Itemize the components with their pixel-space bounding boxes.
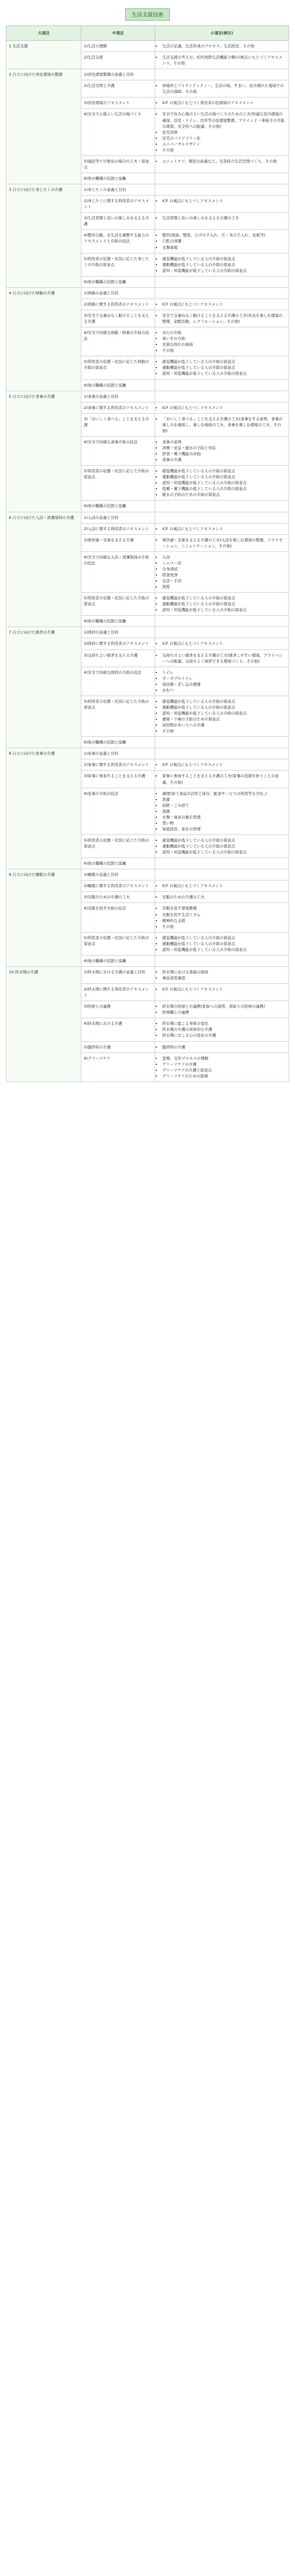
minor-items-cell xyxy=(155,534,289,551)
minor-item: • 終末期の医療との連携(家族への説明、看取りの医療の連携) xyxy=(162,1003,286,1009)
minor-item-list xyxy=(158,1021,286,1038)
minor-item: • 感覚機能が低下している人の介助の留意点 xyxy=(162,595,286,601)
minor-item: • 誤嚥・窒息・脱水の予防と対応 xyxy=(162,445,286,451)
table-row xyxy=(6,869,289,881)
minor-item: • ICF の視点にもとづく利用者の住環境のアセスメント xyxy=(162,100,286,106)
minor-item-list xyxy=(158,762,286,768)
minor-items-cell xyxy=(155,858,289,869)
minor-items-cell xyxy=(155,213,289,230)
minor-items-cell xyxy=(155,771,289,788)
minor-item: • おむつ xyxy=(162,687,286,693)
minor-item-list xyxy=(158,100,286,106)
minor-items-cell xyxy=(155,391,289,402)
mid-item-cell: 3)爽快感・安楽を支える介護 xyxy=(81,534,155,551)
minor-items-cell xyxy=(155,1041,289,1053)
mid-item-cell: 1)排泄の意義と目的 xyxy=(81,627,155,638)
minor-item-list xyxy=(158,773,286,785)
minor-item: • 終末期の介護の具体的な介護 xyxy=(162,1026,286,1032)
header-mid: 中項目 xyxy=(81,26,155,41)
mid-item-cell: 6)他の職種の役割と協働 xyxy=(81,501,155,512)
minor-item-list xyxy=(158,256,286,274)
mid-item-cell: 6)他の職種の役割と協働 xyxy=(81,737,155,748)
minor-item-list xyxy=(158,198,286,204)
mid-item-cell: 4)終末期における介護 xyxy=(81,1018,155,1041)
major-item-cell: 2 自立に向けた居住環境の整備 xyxy=(6,69,81,184)
table-row xyxy=(6,748,289,759)
header-row xyxy=(6,26,289,41)
mid-item-cell: 1)居住環境整備の意義と目的 xyxy=(81,69,155,80)
minor-item: • 事前意思確認 xyxy=(162,975,286,981)
minor-item: • 足浴・手浴 xyxy=(162,578,286,584)
minor-item-list xyxy=(158,526,286,532)
mid-item-cell: 4)安全で的確な排泄の介助の技法 xyxy=(81,667,155,696)
minor-item: • 感覚機能が低下している人の介助の留意点 xyxy=(162,468,286,474)
minor-item-list xyxy=(158,554,286,590)
minor-item-list xyxy=(158,232,286,250)
mid-item-cell: 5)利用者の状態・状況に応じた身じたくの介助の留意点 xyxy=(81,253,155,276)
minor-item: • 掃除・ごみ捨て xyxy=(162,803,286,808)
minor-item: • その他 xyxy=(162,728,286,734)
minor-items-cell xyxy=(155,759,289,771)
minor-item: • その他 xyxy=(162,924,286,930)
minor-item-list xyxy=(158,791,286,832)
minor-item: • 整容(洗面、整髪、ひげの手入れ、爪・耳の手入れ、化粧等) xyxy=(162,232,286,238)
minor-item-list xyxy=(158,330,286,353)
mid-item-cell: 4)安全で的確な移動・移乗の介助の技法 xyxy=(81,327,155,356)
minor-item: • その他 xyxy=(162,147,286,153)
minor-item-list xyxy=(158,83,286,95)
minor-item: • 咀嚼・嚥下機能の低下している人の介助の留意点 xyxy=(162,486,286,492)
mid-item-cell: 4)整容行動、衣生活を調整する能力のアセスメントと介助の技法 xyxy=(81,230,155,253)
minor-items-cell xyxy=(155,196,289,213)
minor-item-list xyxy=(158,883,286,889)
minor-item-list xyxy=(158,595,286,613)
minor-item: • 安眠を促す環境整備 xyxy=(162,905,286,911)
mid-item-cell: 6)他の職種の役割と協働 xyxy=(81,616,155,627)
minor-items-cell xyxy=(155,276,289,287)
minor-items-cell xyxy=(155,1018,289,1041)
minor-item: • 安全で住み心地のよい生活の場づくりのための工夫(快適な室内環境の確保、浴室・トイレ、台所等の住環境整備、ブラインド・車椅子の可能な環境、安全性への配慮、その他) xyxy=(162,111,286,129)
document-title: 生活支援技術 xyxy=(125,8,170,21)
minor-item: • 認知・知覚機能が低下している人の介助の留意点 xyxy=(162,371,286,376)
minor-item: • 運動機能が低下している人の介助の留意点 xyxy=(162,365,286,371)
mid-item-cell: 2)移動に関する利用者のアセスメント xyxy=(81,298,155,310)
minor-item: • 感覚機能が低下している人の介助の留意点 xyxy=(162,935,286,941)
minor-items-cell xyxy=(155,932,289,955)
mid-item-cell: 3)家事に参加することを支える介護 xyxy=(81,771,155,788)
minor-item: • 脱水の予防のための介助の留意点 xyxy=(162,492,286,498)
minor-item: • 感覚機能が低下している人の介助の留意点 xyxy=(162,837,286,843)
minor-item-list xyxy=(158,1055,286,1079)
minor-item-list xyxy=(158,837,286,855)
minor-item: • グリーフケアの介護と留意点 xyxy=(162,1067,286,1073)
minor-item-list xyxy=(158,439,286,463)
minor-item: • 採尿器・差し込み便器 xyxy=(162,681,286,687)
title-area xyxy=(6,7,289,21)
minor-item-list xyxy=(158,641,286,647)
table-row xyxy=(6,184,289,196)
minor-items-cell xyxy=(155,881,289,892)
minor-item: • 入浴 xyxy=(162,554,286,560)
mid-item-cell: 2)生活支援 xyxy=(81,52,155,69)
minor-items-cell xyxy=(155,436,289,465)
minor-items-cell xyxy=(155,173,289,184)
minor-items-cell xyxy=(155,109,289,155)
minor-items-cell xyxy=(155,955,289,966)
minor-items-cell xyxy=(155,616,289,627)
header-major: 大項目 xyxy=(6,26,81,41)
minor-item: • 認知・知覚機能が低下している人の介助の留意点 xyxy=(162,947,286,953)
minor-item: • ICF の視点にもとづくアセスメント xyxy=(162,405,286,411)
minor-item: • ICF の視点にもとづくアセスメント xyxy=(162,526,286,532)
mid-item-cell: 5)利用者の状態・状況に応じた介助の留意点 xyxy=(81,835,155,858)
minor-items-cell xyxy=(155,748,289,759)
table-row xyxy=(6,69,289,80)
minor-items-cell xyxy=(155,413,289,436)
minor-items-cell xyxy=(155,903,289,932)
minor-item-list xyxy=(158,699,286,734)
page xyxy=(0,0,295,1090)
minor-item-list xyxy=(158,935,286,953)
minor-item: • 終末期におこる心の変化の介護 xyxy=(162,1032,286,1038)
minor-item: • 摂食・嚥下機能の評価 xyxy=(162,451,286,457)
minor-items-cell xyxy=(155,869,289,881)
minor-items-cell xyxy=(155,327,289,356)
minor-items-cell xyxy=(155,69,289,80)
minor-items-cell xyxy=(155,253,289,276)
minor-items-cell xyxy=(155,41,289,52)
mid-item-cell: 1)生活の理解 xyxy=(81,41,155,52)
mid-item-cell: 3)気持ちよい排泄を支える介護 xyxy=(81,649,155,667)
minor-item: • 安全で気兼ねなく動けることを支える介護の工夫(外出を楽しむ環境の整備、余暇活動、レクリエーション、その他) xyxy=(162,313,286,324)
minor-item: • 運動機能が低下している人の介助の留意点 xyxy=(162,474,286,480)
minor-item-list xyxy=(158,215,286,221)
minor-item: • ICF の視点にもとづくアセスメント xyxy=(162,641,286,647)
minor-items-cell xyxy=(155,593,289,616)
minor-item: • グリーフケアの介護 xyxy=(162,1061,286,1067)
major-item-cell: 3 自立に向けた身じたくの介護 xyxy=(6,184,81,288)
mid-item-cell: 5)利用者の状態・状況に応じた移動の介助の留意点 xyxy=(81,356,155,379)
minor-item: • 感覚機能が低下している人の介助の留意点 xyxy=(162,359,286,365)
minor-item: • 住宅のバリアフリー化 xyxy=(162,135,286,141)
mid-item-cell: 1)家事の意義と目的 xyxy=(81,748,155,759)
mid-item-cell: 2)排泄に関する利用者のアセスメント xyxy=(81,638,155,649)
minor-item: • 爽快感・安楽を支える介護の工夫(入浴を楽しむ環境の整備、リラクゼーション、コミュニケーション、その他) xyxy=(162,537,286,549)
minor-item-list xyxy=(158,670,286,693)
minor-item: • ユニバーサルデザイン xyxy=(162,141,286,147)
minor-items-cell xyxy=(155,892,289,903)
mid-item-cell: 1)終末期における介護の意義と目的 xyxy=(81,966,155,983)
minor-items-cell xyxy=(155,466,289,501)
minor-items-cell xyxy=(155,667,289,696)
mid-item-cell: 5)利用者の状態・状況に応じた介助の留意点 xyxy=(81,593,155,616)
minor-item: • 運動機能が低下している人の介助の留意点 xyxy=(162,601,286,607)
minor-item: • 洗濯 xyxy=(162,797,286,803)
minor-item: • 気持ちのよい排泄を支える介護の工夫(排泄しやすい環境、プライバシーへの配慮、気持ちよく排泄できる環境づくり、その他) xyxy=(162,652,286,664)
major-item-cell: 4 自立に向けた移動の介護 xyxy=(6,287,81,391)
header-minor: 小項目(例示) xyxy=(155,26,289,41)
mid-item-cell: 2)家事に関する利用者のアセスメント xyxy=(81,759,155,771)
minor-item: • トイレ xyxy=(162,670,286,675)
minor-items-cell xyxy=(155,696,289,736)
minor-item: • 認知・知覚機能が低下している人の介助の留意点 xyxy=(162,268,286,274)
table-body xyxy=(6,41,289,1082)
minor-items-cell xyxy=(155,966,289,983)
minor-item-list xyxy=(158,537,286,549)
minor-item: • ICF の視点にもとづくアセスメント xyxy=(162,883,286,889)
minor-item: • 感覚機能が低下している人の介助の留意点 xyxy=(162,256,286,262)
mid-item-cell: 5)利用者の状態・状況に応じた介助の留意点 xyxy=(81,466,155,501)
mid-item-cell: 4)家事の介助の技法 xyxy=(81,788,155,834)
minor-items-cell xyxy=(155,298,289,310)
minor-items-cell xyxy=(155,184,289,196)
minor-item-list xyxy=(158,54,286,66)
minor-item-list xyxy=(158,986,286,992)
table-row xyxy=(6,512,289,523)
minor-item: • ICF の視点にもとづくアセスメント xyxy=(162,762,286,768)
minor-items-cell xyxy=(155,230,289,253)
minor-items-cell xyxy=(155,551,289,592)
mid-item-cell: 4)安全で的確な入浴・清潔保持の介助の技法 xyxy=(81,551,155,592)
minor-item-list xyxy=(158,43,286,49)
minor-items-cell xyxy=(155,52,289,69)
minor-item: • 運動機能が低下している人の介助の留意点 xyxy=(162,843,286,849)
mid-item-cell: 2)生活空間と介護 xyxy=(81,80,155,98)
mid-item-cell: 5)施設等での集住の場合の工夫・留意点 xyxy=(81,155,155,173)
minor-items-cell xyxy=(155,984,289,1001)
mid-item-cell: 3)安眠のための介護の工夫 xyxy=(81,892,155,903)
minor-item: • シャワー浴 xyxy=(162,560,286,566)
mid-item-cell: 4)安全で心地よい生活の場づくり xyxy=(81,109,155,155)
minor-item: • グリーフケアのための指導 xyxy=(162,1073,286,1079)
minor-items-cell xyxy=(155,649,289,667)
minor-items-cell xyxy=(155,356,289,379)
minor-item: • 歩行の介助 xyxy=(162,330,286,336)
minor-item: • 認知・知覚機能が低下している人の介助の留意点 xyxy=(162,849,286,855)
minor-item: • 衣類・寝具の衛生管理 xyxy=(162,814,286,820)
mid-item-cell: 1)身じたくの意義と目的 xyxy=(81,184,155,196)
minor-items-cell xyxy=(155,1001,289,1018)
major-item-cell: 9 自立に向けた睡眠の介護 xyxy=(6,869,81,967)
minor-items-cell xyxy=(155,1053,289,1081)
minor-items-cell xyxy=(155,835,289,858)
minor-item-list xyxy=(158,652,286,664)
mid-item-cell: 3)安全で気兼ねなく動けることを支える介護 xyxy=(81,310,155,327)
table-row xyxy=(6,41,289,52)
mid-item-cell: 2)睡眠に関する利用者のアセスメント xyxy=(81,881,155,892)
minor-item-list xyxy=(158,301,286,307)
minor-item-list xyxy=(158,416,286,434)
mid-item-cell: 4)安眠を促す介助の技法 xyxy=(81,903,155,932)
minor-item: • ICF の視点にもとづくアセスメント xyxy=(162,986,286,992)
minor-item: • 終末期における尊厳の保持 xyxy=(162,969,286,975)
major-item-cell: 10 終末期の介護 xyxy=(6,966,81,1081)
minor-item: • 精神的な支援 xyxy=(162,918,286,924)
minor-items-cell xyxy=(155,155,289,173)
mid-item-cell: 1)食事の意義と目的 xyxy=(81,391,155,402)
mid-item-cell: 3)「おいしく食べる」ことを支える介護 xyxy=(81,413,155,436)
minor-item: • 安眠を促す生活リズム xyxy=(162,912,286,918)
minor-item-list xyxy=(158,359,286,376)
minor-item: • 認知・知覚機能が低下している人の介助の留意点 xyxy=(162,607,286,613)
minor-items-cell xyxy=(155,402,289,413)
minor-item: • 食事の介護 xyxy=(162,457,286,463)
minor-item-list xyxy=(158,405,286,411)
table-row xyxy=(6,627,289,638)
minor-item: • 認知・知覚機能が低下している人の介助の留意点 xyxy=(162,480,286,486)
minor-item: • 生活習慣と装いの楽しみを支える介護の工夫 xyxy=(162,215,286,221)
minor-items-cell xyxy=(155,98,289,109)
mid-item-cell: 5)臨終時の介護 xyxy=(81,1041,155,1053)
minor-items-cell xyxy=(155,379,289,391)
mid-item-cell: 3)居住環境のアセスメント xyxy=(81,98,155,109)
minor-items-cell xyxy=(155,737,289,748)
minor-item: • 洗髪 xyxy=(162,584,286,590)
minor-item-list xyxy=(158,905,286,929)
mid-item-cell: 2)身じたくに関する利用者のアセスメント xyxy=(81,196,155,213)
table-row xyxy=(6,287,289,298)
minor-item: • 安楽な体位の保持 xyxy=(162,342,286,347)
minor-item-list xyxy=(158,1003,286,1015)
major-item-cell: 7 自立に向けた排泄の介護 xyxy=(6,627,81,748)
minor-item: • 医療職との連携 xyxy=(162,1009,286,1015)
minor-item: • 全身清拭 xyxy=(162,566,286,572)
minor-item: • 安眠のための介護の工夫 xyxy=(162,894,286,900)
mid-item-cell: 6)他の職種の役割と協働 xyxy=(81,379,155,391)
mid-item-cell: 6)他の職種の役割と協働 xyxy=(81,858,155,869)
minor-item: • 尿回数が多い人への介護 xyxy=(162,722,286,728)
mid-item-cell: 5)利用者の状態・状況に応じた介助の留意点 xyxy=(81,696,155,736)
minor-item: • 裁縫 xyxy=(162,808,286,814)
mid-item-cell: 1)睡眠の意義と目的 xyxy=(81,869,155,881)
mid-item-cell: 1)入浴の意義と目的 xyxy=(81,512,155,523)
minor-item: • 家事に参加することを支える介護の工夫(家事の役割を担うことの意義、その他) xyxy=(162,773,286,785)
minor-item-list xyxy=(158,969,286,981)
minor-item: • ポータブルトイレ xyxy=(162,675,286,681)
minor-item: • 調理(加工食品の活用と保存、配食サービスの利用等を含む。) xyxy=(162,791,286,797)
mid-item-cell: 5)利用者の状態・状況に応じた介助の留意点 xyxy=(81,932,155,955)
minor-item-list xyxy=(158,1044,286,1050)
minor-items-cell xyxy=(155,80,289,98)
minor-item: • 衣類着脱 xyxy=(162,245,286,251)
minor-item: • 運動機能が低下している人の介助の留意点 xyxy=(162,704,286,710)
minor-item: • 終末期に起こる身体の変化 xyxy=(162,1021,286,1026)
mid-item-cell: 6)他の職種の役割と協働 xyxy=(81,955,155,966)
minor-item: • ICF の視点にもとづくアセスメント xyxy=(162,198,286,204)
minor-items-cell xyxy=(155,638,289,649)
mid-item-cell: 6)グリーフケア xyxy=(81,1053,155,1081)
minor-item: • 便秘・下痢の予防のための留意点 xyxy=(162,716,286,722)
mid-item-cell: 3)医療との連携 xyxy=(81,1001,155,1018)
minor-item: • 陰部洗浄 xyxy=(162,572,286,578)
major-item-cell: 5 自立に向けた食事の介護 xyxy=(6,391,81,512)
minor-item: • その他 xyxy=(162,347,286,353)
mid-item-cell: 2)入浴に関する利用者のアセスメント xyxy=(81,523,155,534)
minor-item: • 感覚機能が低下している人の介助の留意点 xyxy=(162,699,286,704)
minor-item: • 生活支援の考え方、ICF(国際生活機能分類)の視点にもとづくアセスメント、その他 xyxy=(162,54,286,66)
major-item-cell: 6 自立に向けた入浴・清潔保持の介護 xyxy=(6,512,81,627)
minor-item: • 口腔の清潔 xyxy=(162,238,286,244)
minor-items-cell xyxy=(155,788,289,834)
mid-item-cell: 2)食事に関する利用者のアセスメント xyxy=(81,402,155,413)
minor-item: • 運動機能が低下している人の介助の留意点 xyxy=(162,262,286,268)
mid-item-cell: 4)安全で的確な食事介助の技法 xyxy=(81,436,155,465)
minor-items-cell xyxy=(155,310,289,327)
curriculum-table xyxy=(6,25,289,1082)
minor-items-cell xyxy=(155,287,289,298)
minor-item: • 家庭経営、家計の管理 xyxy=(162,826,286,832)
minor-item: • 車いすの介助 xyxy=(162,336,286,342)
table-row xyxy=(6,966,289,983)
table-row xyxy=(6,391,289,402)
mid-item-cell: 3)生活習慣と装いの楽しみを支える介護 xyxy=(81,213,155,230)
minor-item: • 買い物 xyxy=(162,820,286,826)
minor-item-list xyxy=(158,158,286,164)
minor-item: • 臨終時の介護 xyxy=(162,1044,286,1050)
mid-item-cell: 6)他の職種の役割と協働 xyxy=(81,173,155,184)
minor-item-list xyxy=(158,468,286,498)
minor-item-list xyxy=(158,894,286,900)
minor-item: • 生活の定義、生活形成のプロセス、生活経営、その他 xyxy=(162,43,286,49)
minor-item: • 「おいしく食べる」ことを支える介護の工夫(食事をする姿勢、食事の楽しみを確保し、楽しむ場面の工夫、食事を楽しむ環境の工夫、その他) xyxy=(162,416,286,434)
minor-item: • 運動機能が低下している人の介助の留意点 xyxy=(162,941,286,947)
minor-items-cell xyxy=(155,501,289,512)
minor-item-list xyxy=(158,313,286,324)
mid-item-cell: 1)移動の意義と目的 xyxy=(81,287,155,298)
minor-item: • 食事の姿勢 xyxy=(162,439,286,445)
minor-items-cell xyxy=(155,512,289,523)
minor-items-cell xyxy=(155,523,289,534)
minor-item: • ユニットケア、個室の意義など、災害時の生活空間づくり、その他 xyxy=(162,158,286,164)
minor-item-list xyxy=(158,111,286,152)
minor-item: • ICF の視点にもとづくアセスメント xyxy=(162,301,286,307)
minor-items-cell xyxy=(155,627,289,638)
major-item-cell: 8 自立に向けた家事の介護 xyxy=(6,748,81,869)
minor-item: • 住宅改修 xyxy=(162,129,286,135)
minor-item: • 認知・知覚機能が低下している人の介助の留意点 xyxy=(162,710,286,716)
minor-item: • 居場所とアイデンティティー、生活の場、すまい、住み慣れた地域での生活の保障、その他 xyxy=(162,83,286,95)
mid-item-cell: 2)終末期に関する利用者のアセスメント xyxy=(81,984,155,1001)
major-item-cell: 1 生活支援 xyxy=(6,41,81,69)
mid-item-cell: 6)他の職種の役割と協働 xyxy=(81,276,155,287)
minor-item: • 悲嘆、受容プロセスの理解 xyxy=(162,1055,286,1061)
